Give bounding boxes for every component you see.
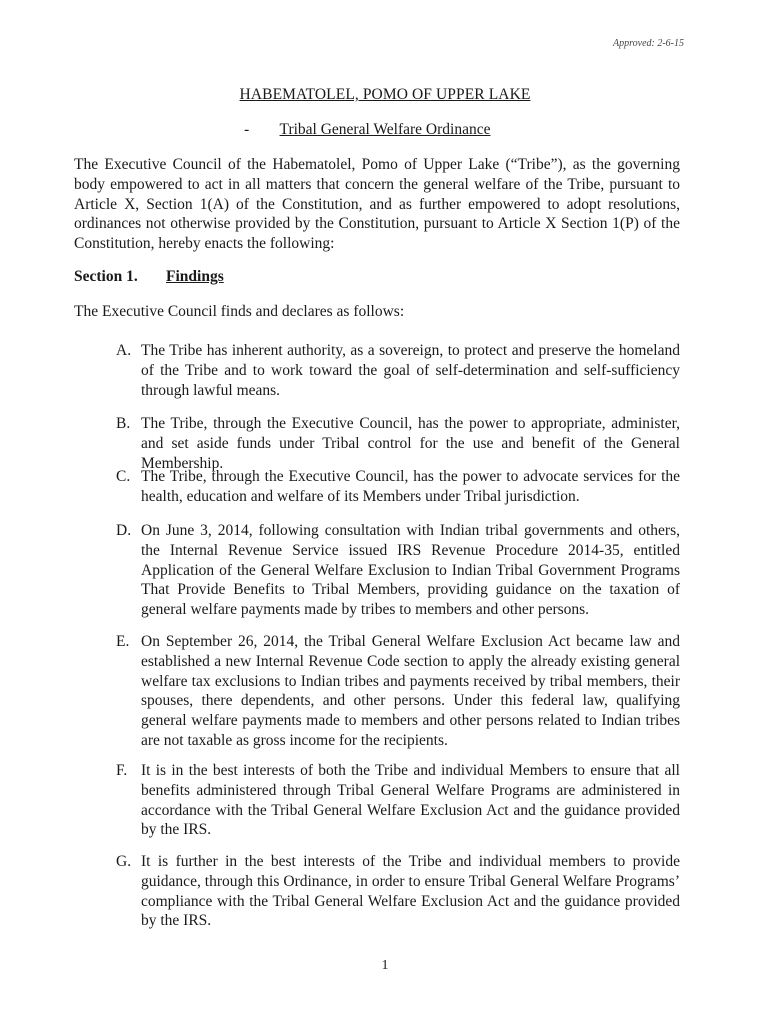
- finding-letter: B.: [116, 415, 131, 432]
- section-heading: [74, 268, 224, 286]
- finding-letter: D.: [116, 522, 132, 539]
- finding-item-a: [116, 341, 680, 400]
- finding-item-c: [116, 467, 680, 507]
- document-subtitle: Tribal General Welfare Ordinance: [279, 121, 491, 138]
- finding-item-d: [116, 521, 680, 620]
- page-number: 1: [381, 958, 389, 973]
- finding-text: On June 3, 2014, following consultation with Indian tribal governments and others, the Internal Revenue Service issued IRS Revenue Procedure 2014-35, entitled Application of the General Welfare Exclusion to Indian Tribal Government Programs That Provide Benefits to Tribal Members, providing guidance on the taxation of general welfare payments made by tribes to members and other persons.: [141, 522, 680, 619]
- finding-text: The Tribe has inherent authority, as a sovereign, to protect and preserve the homeland of the Tribe and to work toward the goal of self-determination and self-sufficiency through lawful means.: [141, 342, 680, 399]
- finding-text: The Tribe, through the Executive Council, has the power to appropriate, administer, and set aside funds under Tribal control for the use and benefit of the General Membership.: [141, 415, 680, 472]
- finding-item-f: [116, 761, 680, 840]
- finding-text: It is in the best interests of both the Tribe and individual Members to ensure that all benefits administered through Tribal General Welfare Programs are administered in accordance with the Tribal General Welfare Exclusion Act and the guidance provided by the IRS.: [141, 762, 680, 839]
- subtitle-row: [0, 121, 770, 139]
- finding-text: The Tribe, through the Executive Council, has the power to advocate services for the health, education and welfare of its Members under Tribal jurisdiction.: [141, 468, 680, 505]
- document-title: HABEMATOLEL, POMO OF UPPER LAKE: [239, 86, 531, 103]
- findings-lead: The Executive Council finds and declares as follows:: [74, 303, 405, 320]
- intro-paragraph: The Executive Council of the Habematolel, Pomo of Upper Lake (“Tribe”), as the governing body empowered to act in all matters that concern the general welfare of the Tribe, pursuant to Article X, Section 1(A) of the Constitution, and as further empowered to adopt resolutions, ordinances not otherwise provided by the Constitution, pursuant to Article X Section 1(P) of the Constitution, hereby enacts the following:: [74, 156, 680, 253]
- finding-item-g: [116, 852, 680, 931]
- finding-item-e: [116, 632, 680, 751]
- finding-text: It is further in the best interests of the Tribe and individual members to provide guidance, through this Ordinance, in order to ensure Tribal General Welfare Programs’ compliance with the Tribal General Welfare Exclusion Act and the guidance provided by the IRS.: [141, 853, 680, 930]
- finding-letter: E.: [116, 633, 130, 650]
- finding-letter: A.: [116, 342, 132, 359]
- section-title: Findings: [166, 268, 224, 285]
- section-number: Section 1.: [74, 268, 138, 285]
- finding-text: On September 26, 2014, the Tribal General Welfare Exclusion Act became law and established a new Internal Revenue Code section to apply the already existing general welfare tax exclusions to Indian tribes and payments received by tribal members, their spouses, there dependents, and other persons. Under this federal law, qualifying general welfare payments made to members and other persons related to Indian tribes are not taxable as gross income for the recipients.: [141, 633, 680, 749]
- subtitle-dash: -: [244, 121, 250, 138]
- finding-item-b: [116, 414, 680, 473]
- approval-stamp: Approved: 2-6-15: [613, 38, 684, 49]
- finding-letter: G.: [116, 853, 132, 870]
- finding-letter: F.: [116, 762, 128, 779]
- finding-letter: C.: [116, 468, 131, 485]
